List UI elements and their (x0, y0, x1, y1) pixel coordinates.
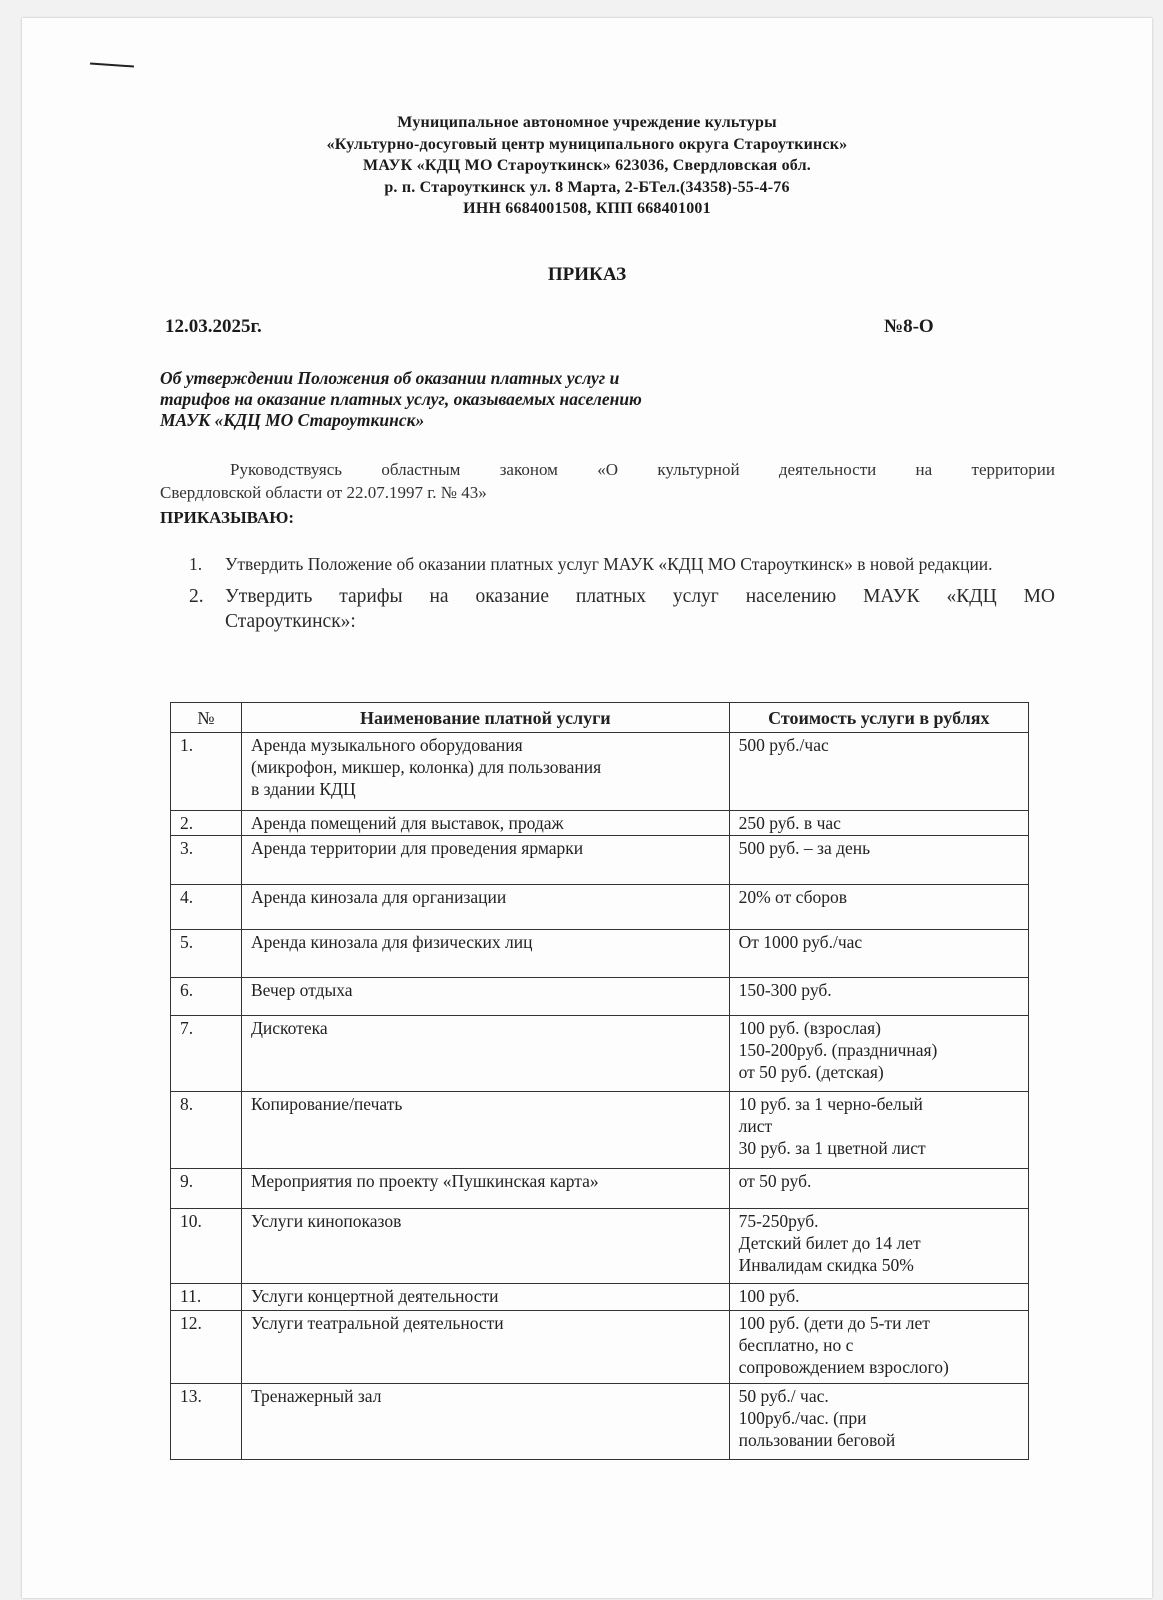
row-number: 8. (171, 1092, 242, 1169)
table-row (171, 930, 1029, 978)
decision-item (187, 584, 1055, 634)
row-number: 5. (171, 930, 242, 978)
table-row (171, 1016, 1029, 1092)
decision-number: 2. (189, 586, 204, 607)
service-name: Аренда кинозала для физических лиц (241, 930, 729, 978)
service-price: от 50 руб. (729, 1169, 1028, 1209)
row-number: 1. (171, 733, 242, 811)
row-number: 7. (171, 1016, 242, 1092)
document-type: ПРИКАЗ (547, 264, 627, 285)
service-name: Услуги театральной деятельности (241, 1311, 729, 1384)
service-name: Услуги кинопоказов (241, 1209, 729, 1284)
order-word: ПРИКАЗЫВАЮ: (160, 508, 295, 527)
service-name: Дискотека (241, 1016, 729, 1092)
row-number: 10. (171, 1209, 242, 1284)
letterhead-line: р. п. Староуткинск ул. 8 Марта, 2-БТел.(34358)-55-4-76 (384, 178, 790, 196)
letterhead (22, 112, 1152, 220)
preamble-line: Руководствуясь областным законом «О культурной деятельности на территории (230, 460, 1055, 479)
subject-line: Об утверждении Положения об оказании платных услуг и (160, 368, 620, 388)
header-service-price: Стоимость услуги в рублях (729, 703, 1028, 733)
document-date: 12.03.2025г. (165, 316, 262, 337)
service-name: Копирование/печать (241, 1092, 729, 1169)
table-row (171, 811, 1029, 836)
service-price: 50 руб./ час. 100руб./час. (при пользовании беговой (729, 1384, 1028, 1460)
service-name: Аренда помещений для выставок, продаж (241, 811, 729, 836)
table-header-row (171, 703, 1029, 733)
letterhead-line: ИНН 6684001508, КПП 668401001 (463, 200, 711, 217)
decision-text: Утвердить Положение об оказании платных услуг МАУК «КДЦ МО Староуткинск» в новой редакции. (225, 554, 993, 574)
table-row (171, 978, 1029, 1016)
document-subject (160, 368, 642, 431)
decision-item (187, 552, 1055, 577)
document-page (22, 18, 1152, 1598)
table-row (171, 836, 1029, 885)
subject-line: МАУК «КДЦ МО Староуткинск» (160, 410, 425, 430)
table-row (171, 1284, 1029, 1311)
preamble-line: Свердловской области от 22.07.1997 г. № 43» (160, 483, 487, 502)
table-row (171, 1092, 1029, 1169)
row-number: 13. (171, 1384, 242, 1460)
tariff-table (170, 702, 1029, 1460)
row-number: 9. (171, 1169, 242, 1209)
service-name: Аренда территории для проведения ярмарки (241, 836, 729, 885)
service-name: Аренда кинозала для организации (241, 885, 729, 930)
service-price: 500 руб. – за день (729, 836, 1028, 885)
service-price: 100 руб. (дети до 5-ти лет бесплатно, но с сопровождением взрослого) (729, 1311, 1028, 1384)
row-number: 11. (171, 1284, 242, 1311)
preamble (160, 458, 1055, 504)
service-name: Услуги концертной деятельности (241, 1284, 729, 1311)
letterhead-line: МАУК «КДЦ МО Староуткинск» 623036, Свердловская обл. (363, 157, 811, 174)
service-name: Тренажерный зал (241, 1384, 729, 1460)
row-number: 6. (171, 978, 242, 1016)
table-row (171, 733, 1029, 811)
row-number: 12. (171, 1311, 242, 1384)
service-price: 100 руб. (729, 1284, 1028, 1311)
service-price: 500 руб./час (729, 733, 1028, 811)
decision-text: Утвердить тарифы на оказание платных услуг населению МАУК «КДЦ МО (225, 586, 1055, 607)
row-number: 4. (171, 885, 242, 930)
service-name: Мероприятия по проекту «Пушкинская карта» (241, 1169, 729, 1209)
service-price: 75-250руб. Детский билет до 14 лет Инвалидам скидка 50% (729, 1209, 1028, 1284)
letterhead-line: «Культурно-досуговый центр муниципального округа Староуткинск» (326, 135, 848, 153)
subject-line: тарифов на оказание платных услуг, оказываемых населению (160, 389, 642, 409)
header-service-name: Наименование платной услуги (241, 703, 729, 733)
service-price: 250 руб. в час (729, 811, 1028, 836)
table-row (171, 1311, 1029, 1384)
document-number: №8-О (884, 316, 934, 337)
table-row (171, 1169, 1029, 1209)
scan-mark (90, 62, 134, 67)
service-price: От 1000 руб./час (729, 930, 1028, 978)
row-number: 2. (171, 811, 242, 836)
service-price: 100 руб. (взрослая) 150-200руб. (праздничная) от 50 руб. (детская) (729, 1016, 1028, 1092)
service-price: 20% от сборов (729, 885, 1028, 930)
row-number: 3. (171, 836, 242, 885)
letterhead-line: Муниципальное автономное учреждение культуры (397, 114, 777, 131)
header-number: № (171, 703, 242, 733)
service-price: 150-300 руб. (729, 978, 1028, 1016)
service-name: Вечер отдыха (241, 978, 729, 1016)
table-row (171, 1209, 1029, 1284)
table-row (171, 885, 1029, 930)
decision-list (187, 552, 1055, 641)
service-name: Аренда музыкального оборудования (микрофон, микшер, колонка) для пользования в здании КДЦ (241, 733, 729, 811)
service-price: 10 руб. за 1 черно-белый лист 30 руб. за 1 цветной лист (729, 1092, 1028, 1169)
decision-number: 1. (189, 554, 203, 574)
decision-text-continued: Староуткинск»: (225, 611, 356, 632)
table-row (171, 1384, 1029, 1460)
